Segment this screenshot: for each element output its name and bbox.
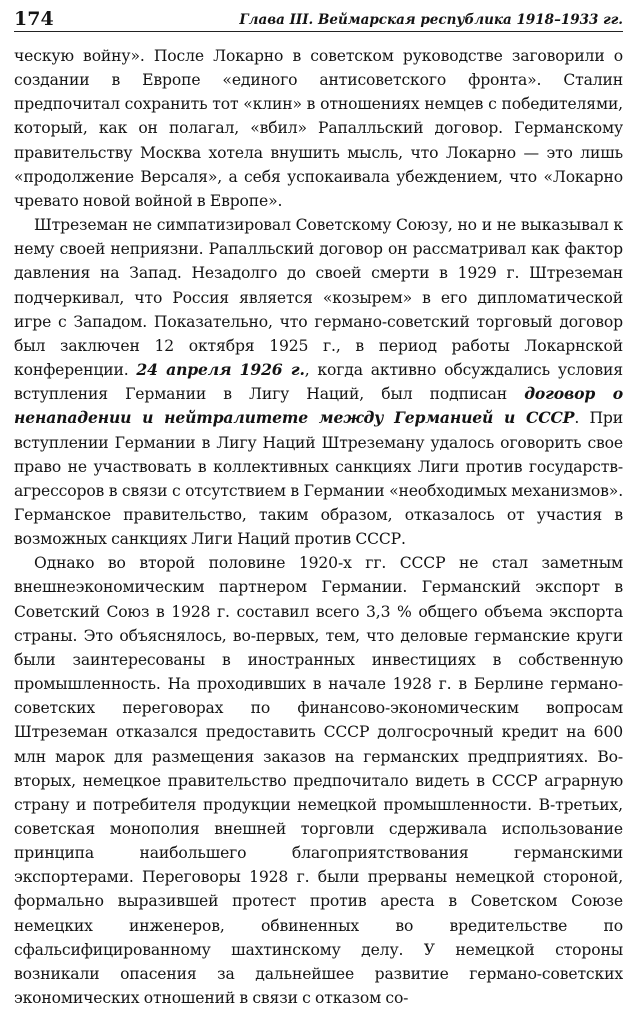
paragraph-2-text-part-2: , когда активно обсуждались условия вступления Германии в Лигу Наций, был подписан [14,361,623,404]
running-head: Глава III. Веймарская республика 1918–1933 гг. [239,11,623,28]
emphasis-treaty: договор о ненападении и нейтралитете между Германией и СССР [14,384,623,428]
page-header [14,0,623,32]
paragraph-3 [14,551,623,1010]
paragraph-1 [14,44,623,213]
emphasis-date: 24 апреля 1926 г. [136,360,305,380]
page-number: 174 [14,8,54,30]
paragraph-2-text-part-1: Штреземан не симпатизировал Советскому Союзу, но и не выказывал к нему своей неприязни. Рапалльский договор он рассматривал как фактор давления на Запад. Незадолго до своей смерти в 1929 г. Штреземан подчеркивал, что Россия является «козырем» в его дипломатической игре с Западом. Показательно, что германо-советский торговый договор был заключен 12 октября 1925 г., в период работы Локарнской конференции. [14,216,623,380]
paragraph-1-text: ческую войну». После Локарно в советском руководстве заговорили о создании в Европе «единого антисоветского фронта». Сталин предпочитал сохранить тот «клин» в отношениях немцев с победителями, который, как он полагал, «вбил» Рапалльский договор. Германскому правительству Москва хотела внушить мысль, что Локарно — это лишь «продолжение Версаля», а себя успокаивала убеждением, что «Локарно чревато новой войной в Европе». [14,47,623,210]
paragraph-3-text: Однако во второй половине 1920-х гг. СССР не стал заметным внешнеэкономическим партнером Германии. Германский экспорт в Советский Союз в 1928 г. составил всего 3,3 % общего объема экспорта страны. Это объяснялось, во-первых, тем, что деловые германские круги были заинтересованы в иностранных инвестициях в собственную промышленность. На проходивших в начале 1928 г. в Берлине германо-советских переговорах по финансово-экономическим вопросам Штреземан отказался предоставить СССР долгосрочный кредит на 600 млн марок для размещения заказов на германских предприятиях. Во-вторых, немецкое правительство предпочитало видеть в СССР аграрную страну и потребителя продукции немецкой промышленности. В-третьих, советская монополия внешней торговли сдерживала использование принципа наибольшего благоприятствования германскими экспортерами. Переговоры 1928 г. были прерваны немецкой стороной, формально выразившей протест против ареста в Советском Союзе немецких инженеров, обвиненных во вредительстве по сфальсифицированному шахтинскому делу. У немецкой стороны возникали опасения за дальнейшее развитие германо-советских экономических отношений в связи с отказом со- [14,554,623,1008]
body-text [14,44,623,1010]
paragraph-2 [14,213,623,551]
paragraph-2-text-part-3: . При вступлении Германии в Лигу Наций Штреземану удалось оговорить свое право не участвовать в коллективных санкциях Лиги против государств-агрессоров в связи с отсутствием в Германии «необходимых механизмов». Германское правительство, таким образом, отказалось от участия в возможных санкциях Лиги Наций против СССР. [14,409,623,549]
